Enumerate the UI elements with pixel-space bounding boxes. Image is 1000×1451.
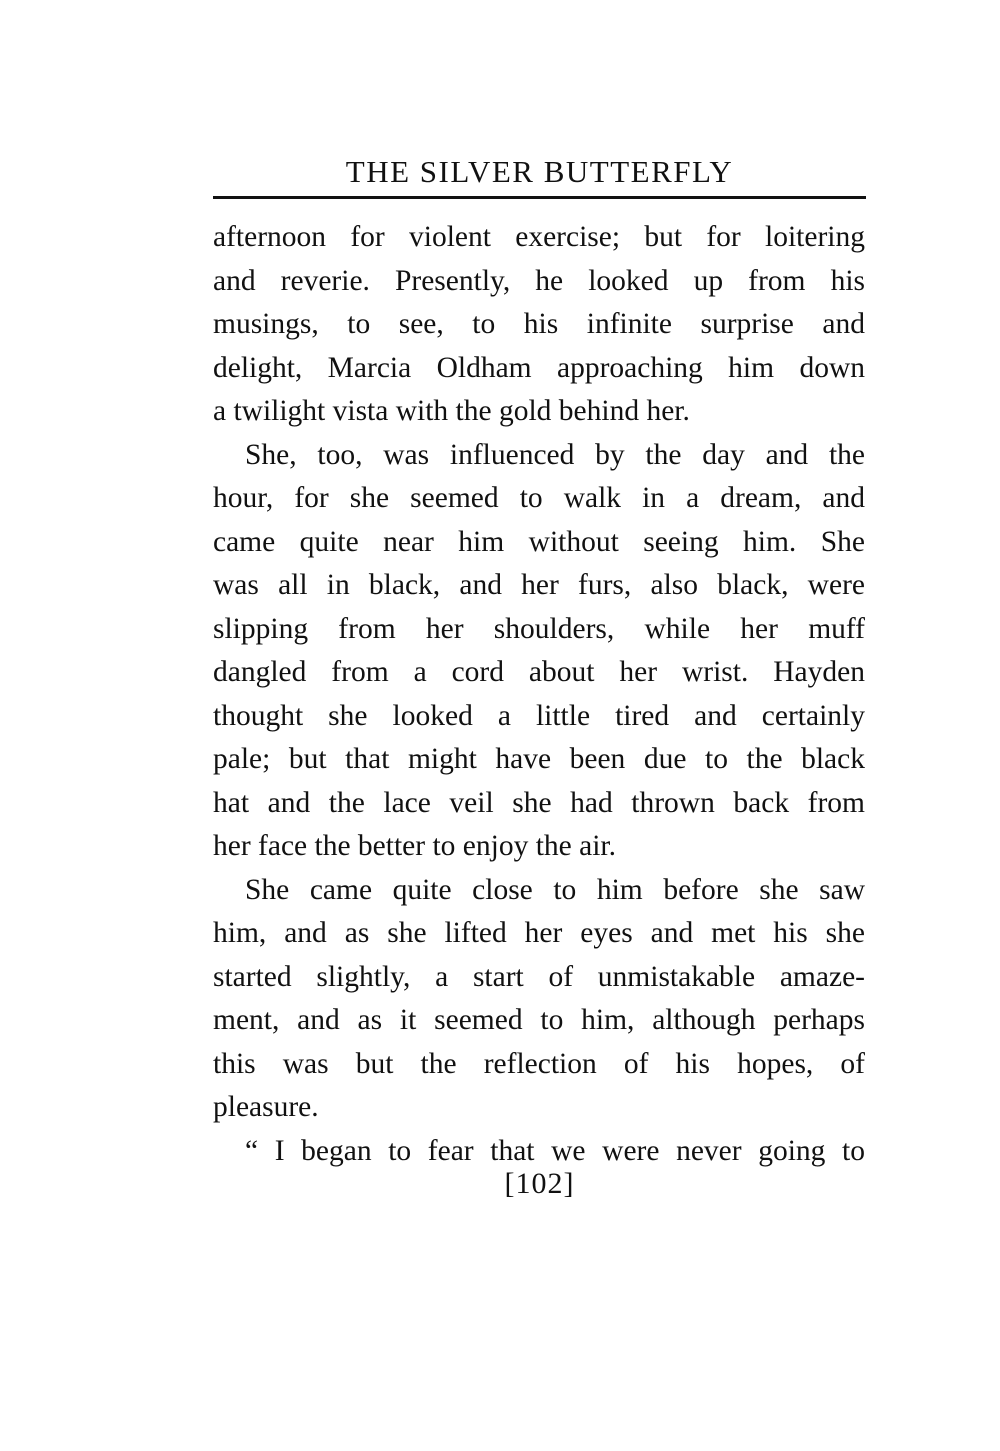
body-text [213, 216, 865, 1173]
text-line: hour, for she seemed to walk in a dream, and [213, 482, 865, 514]
running-head: THE SILVER BUTTERFLY [345, 154, 734, 189]
header-rule [213, 196, 866, 199]
text-line: dangled from a cord about her wrist. Hayden [213, 656, 865, 688]
text-line: She, too, was influenced by the day and the [245, 438, 865, 471]
text-line: and reverie. Presently, he looked up from his [213, 264, 865, 297]
text-line: came quite near him without seeing him. She [213, 525, 865, 558]
text-line: pale; but that might have been due to the black [213, 743, 865, 775]
text-line: started slightly, a start of unmistakable amaze- [213, 960, 865, 993]
text-line: this was but the reflection of his hopes, of [213, 1047, 865, 1080]
text-line: pleasure. [213, 1091, 319, 1123]
text-line: thought she looked a little tired and certainly [213, 699, 865, 732]
text-line: musings, to see, to his infinite surprise and [213, 308, 865, 340]
text-line: him, and as she lifted her eyes and met his she [213, 917, 865, 949]
text-line: was all in black, and her furs, also black, were [213, 569, 865, 601]
text-line: slipping from her shoulders, while her muff [213, 612, 865, 645]
text-line: “ I began to fear that we were never going to [245, 1134, 865, 1167]
text-line: delight, Marcia Oldham approaching him down [213, 351, 865, 384]
text-line: a twilight vista with the gold behind her. [213, 395, 690, 427]
text-line: afternoon for violent exercise; but for loitering [213, 221, 865, 253]
text-line: ment, and as it seemed to him, although perhaps [213, 1004, 865, 1036]
page-number: [102] [504, 1167, 575, 1200]
text-line: hat and the lace veil she had thrown back from [213, 786, 865, 819]
text-line: She came quite close to him before she saw [245, 873, 865, 906]
text-line: her face the better to enjoy the air. [213, 830, 616, 862]
